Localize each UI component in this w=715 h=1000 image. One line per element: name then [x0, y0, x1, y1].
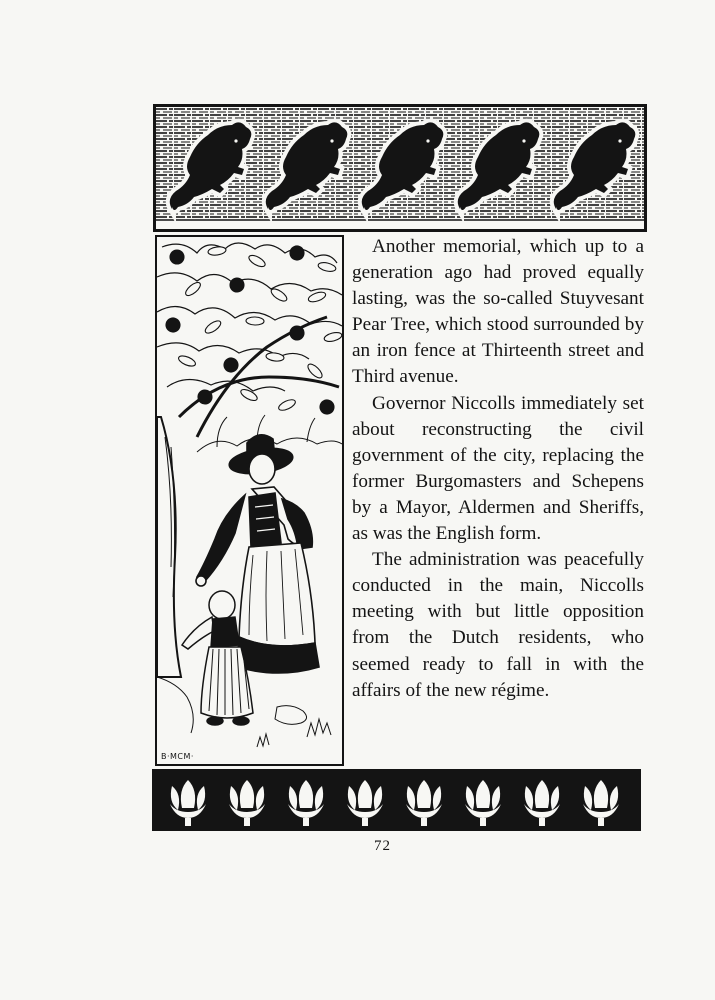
artist-signature: B·MCM·	[161, 752, 194, 761]
tulip-border-art	[154, 771, 639, 829]
tulip-icon	[170, 780, 206, 826]
tree-trunk	[157, 417, 181, 677]
paragraph-2: Governor Niccolls immediately set about reconstructing the civil government of the city, replacing the former Burgomasters and Schepens by a Mayor, Aldermen and Sheriffs, as was the English form.	[352, 392, 644, 545]
body-text	[352, 234, 644, 704]
pear-tree-illustration	[157, 237, 342, 764]
tulip-icon	[524, 780, 560, 826]
tulip-border-band	[152, 769, 641, 831]
illustration-panel	[155, 235, 344, 766]
tree-foliage	[157, 237, 342, 437]
tulip-icon	[288, 780, 324, 826]
page-number: 72	[374, 838, 391, 854]
beaver-border-band	[153, 104, 647, 232]
paragraph-3: The administration was peacefully conducted in the main, Niccolls meeting with but little opposition from the Dutch residents, who seemed ready to fall in with the affairs of the new régime.	[352, 549, 644, 701]
tulip-icon	[465, 780, 501, 826]
beaver-border-art	[156, 107, 644, 229]
paragraph-1: Another memorial, which up to a generation ago had proved equally lasting, was the so-called Stuyvesant Pear Tree, which stood surrounded by an iron fence at Thirteenth street and Third avenue.	[352, 236, 644, 388]
tulip-icon	[583, 780, 619, 826]
tulip-icon	[406, 780, 442, 826]
tulip-icon	[347, 780, 383, 826]
tulip-icon	[229, 780, 265, 826]
